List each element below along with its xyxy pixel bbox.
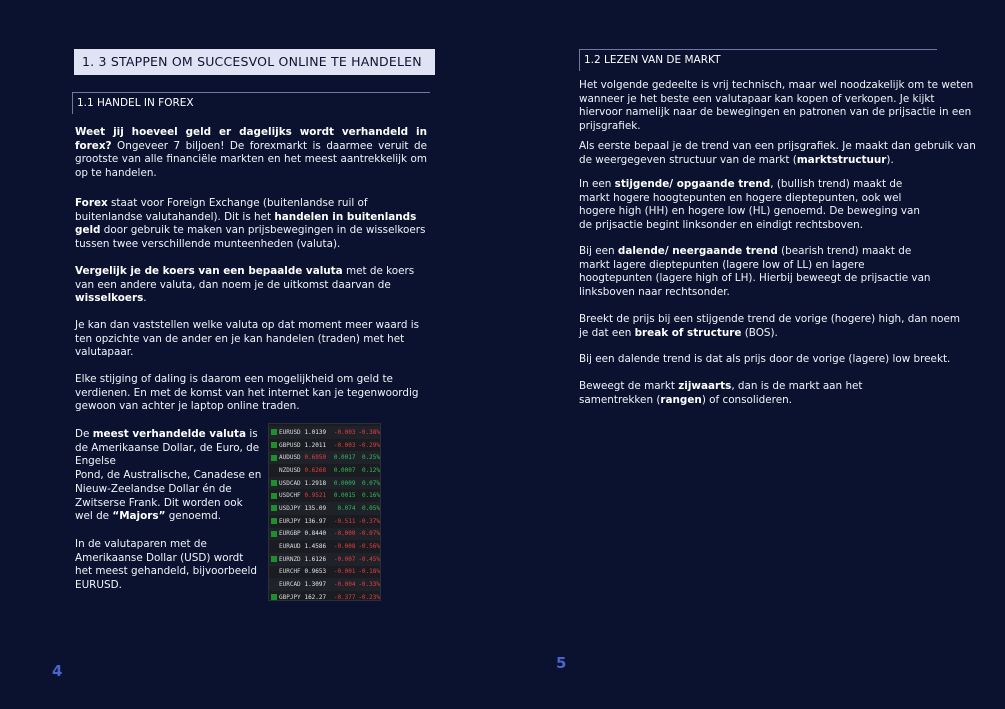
paragraph-technisch: Het volgende gedeelte is vrij technisch, maar wel noodzakelijk om te weten wanneer je het beste een valutapaar kan kopen of verkopen. Je kijkt hiervoor namelijk naar de bewegingen en patronen van de prijsactie in een prijsgrafiek. — [579, 79, 974, 133]
ticker-percent: -0.38% — [358, 428, 380, 436]
paragraph-meest-verhandeld — [75, 428, 263, 524]
ticker-row — [269, 451, 380, 464]
ticker-price: 0.9521 — [304, 492, 327, 500]
paragraph-zijwaarts-end: ) of consolideren. — [701, 393, 792, 406]
paragraph-bos-bold: break of structure — [634, 326, 742, 339]
ticker-change: -0.003 — [333, 441, 356, 449]
ticker-percent: -0.37% — [358, 517, 380, 525]
paragraph-intro-bold: Weet jij hoeveel geld er dagelijks wordt verhandeld in forex? — [75, 126, 427, 152]
paragraph-vergelijk-text: met de koers van een andere valuta, dan noem je de uitkomst daarvan de — [75, 265, 415, 291]
paragraph-valutaparen: In de valutaparen met de Amerikaanse Dollar (USD) wordt het meest gehandeld, bijvoorbeeld EURUSD. — [75, 538, 258, 592]
ticker-change: -0.003 — [333, 428, 356, 436]
ticker-change: -0.511 — [333, 517, 356, 525]
ticker-price: 162.27 — [304, 593, 327, 601]
ticker-price: 1.2011 — [304, 441, 327, 449]
paragraph-zijwaarts — [579, 380, 939, 407]
ticker-symbol: EURUSD — [279, 428, 301, 436]
paragraph-zijwaarts-bold: zijwaarts — [678, 380, 732, 392]
ticker-price: 0.9653 — [304, 568, 327, 576]
ticker-percent: -0.29% — [358, 441, 380, 449]
paragraph-zijwaarts-text: Beweegt de markt — [579, 380, 679, 392]
paragraph-dalend-text: Bij een — [579, 245, 618, 257]
paragraph-forex-bold-2: handelen in buitenlands geld — [75, 210, 417, 237]
ticker-price: 1.4586 — [304, 543, 327, 551]
paragraph-majors-bold-2: “Majors” — [112, 510, 166, 523]
ticker-row — [269, 591, 380, 604]
paragraph-dalend-bold: dalende/ neergaande trend — [617, 245, 778, 257]
paragraph-stijgend-bold: stijgende/ opgaande trend — [614, 178, 771, 190]
paragraph-stijging: Elke stijging of daling is daarom een mogelijkheid om geld te verdienen. En met de komst van het internet kan je tegenwoordig gewoon van achter je laptop online traden. — [75, 373, 419, 413]
ticker-change: -0.001 — [333, 568, 356, 576]
ticker-flag-icon — [271, 556, 277, 562]
ticker-symbol: NZDUSD — [279, 466, 301, 474]
paragraph-majors-text-3: Pond, de Australische, Canadese en Nieuw-Zeelandse Dollar én de Zwitserse Frank. Dit worden ook wel de — [75, 469, 262, 523]
ticker-change: -0.004 — [333, 581, 356, 589]
ticker-flag-icon — [271, 455, 277, 461]
ticker-percent: 0.16% — [361, 492, 380, 500]
paragraph-stijgend-text-2: , (bullish trend) maakt de markt hogere hoogtepunten en hogere dieptepunten, ook wel hogere high (HH) en hogere low (HL) genoemd. De beweging van de prijsactie begint linksonder en eindigt rechtsboven. — [579, 178, 920, 232]
ticker-symbol: GBPUSD — [279, 441, 301, 449]
paragraph-bos-text: Breekt de prijs bij een stijgende trend de vorige (hogere) high, dan noem je dat een — [579, 313, 961, 339]
ticker-row — [269, 540, 380, 553]
ticker-change: 0.0017 — [333, 454, 356, 462]
paragraph-stijgende-trend — [579, 178, 924, 233]
ticker-percent: 0.05% — [361, 504, 380, 512]
ticker-price: 135.09 — [304, 504, 327, 512]
ticker-percent: 0.07% — [361, 479, 380, 487]
ticker-flag-icon — [271, 531, 277, 537]
ticker-price: 1.2918 — [304, 479, 327, 487]
paragraph-vaststellen: Je kan dan vaststellen welke valuta op dat moment meer waard is ten opzichte van de ander en je kan handelen (traden) met het valutapaar. — [75, 319, 420, 359]
ticker-symbol: AUDUSD — [279, 454, 301, 462]
paragraph-break-of-structure — [579, 313, 969, 340]
paragraph-intro — [75, 126, 427, 181]
ticker-price: 0.6950 — [304, 454, 327, 462]
ticker-price: 1.6126 — [304, 555, 327, 563]
paragraph-bos-end: (BOS). — [741, 326, 778, 339]
ticker-change: 0.0015 — [333, 492, 356, 500]
paragraph-intro-text: Ongeveer 7 biljoen! De forexmarkt is daarmee veruit de grootste van alle financiële markten en het meest aantrekkelijk om op te handelen. — [75, 139, 427, 180]
ticker-row — [269, 528, 380, 541]
ticker-symbol: EURAUD — [279, 543, 301, 551]
ticker-percent: -0.18% — [358, 568, 380, 576]
ticker-flag-icon — [271, 569, 277, 575]
ticker-flag-icon — [271, 544, 277, 550]
ticker-percent: -0.07% — [358, 530, 380, 538]
ticker-row — [269, 464, 380, 477]
ticker-change: -0.377 — [333, 593, 356, 601]
ticker-symbol: EURJPY — [279, 517, 301, 525]
ticker-change: 0.074 — [337, 504, 356, 512]
page-number-left: 4 — [52, 662, 63, 680]
paragraph-forex — [75, 197, 435, 252]
ticker-change: -0.007 — [333, 555, 356, 563]
paragraph-trend-text: Als eerste bepaal je de trend van een prijsgrafiek. Je maakt dan gebruik van de weergegeven structuur van de markt ( — [579, 140, 976, 166]
paragraph-forex-text-2: door gebruik te maken van prijsbewegingen in de wisselkoers tussen twee verschillende munteenheden (valuta). — [75, 224, 426, 251]
paragraph-majors-end: genoemd. — [165, 510, 222, 523]
ticker-symbol: GBPJPY — [279, 593, 301, 601]
paragraph-dalende-breekt: Bij een dalende trend is dat als prijs door de vorige (lagere) low breekt. — [579, 353, 951, 365]
ticker-change: -0.000 — [333, 530, 356, 538]
ticker-flag-icon — [271, 442, 277, 448]
ticker-change: 0.0009 — [333, 479, 356, 487]
ticker-price: 1.3097 — [304, 581, 327, 589]
paragraph-majors-bold: meest verhandelde valuta — [92, 428, 247, 440]
ticker-symbol: EURCAD — [279, 581, 301, 589]
ticker-symbol: EURCHF — [279, 568, 301, 576]
paragraph-vergelijk-end: . — [143, 292, 147, 305]
paragraph-trend — [579, 140, 977, 167]
paragraph-vergelijk — [75, 265, 435, 306]
paragraph-forex-bold: Forex — [75, 197, 108, 209]
chapter-title: 1. 3 STAPPEN OM SUCCESVOL ONLINE TE HANDELEN — [74, 49, 435, 75]
paragraph-dalend-text-2: (bearish trend) maakt de markt lagere dieptepunten (lagere low of LL) en lagere hoogtepunten (lagere high of LH). Hierbij beweegt de prijsactie van linksboven naar rechtsonder. — [579, 245, 931, 299]
paragraph-zijwaarts-text-2: , dan is de markt aan het samentrekken ( — [579, 380, 863, 406]
ticker-row — [269, 502, 380, 515]
ticker-flag-icon — [271, 518, 277, 524]
ticker-symbol: USDCHF — [279, 492, 301, 500]
page-number-right: 5 — [556, 654, 567, 672]
ticker-row — [269, 489, 380, 502]
ticker-change: 0.0007 — [333, 466, 356, 474]
ticker-price: 1.0139 — [304, 428, 327, 436]
ticker-symbol: USDCAD — [279, 479, 301, 487]
left-page — [0, 0, 500, 709]
ticker-row — [269, 439, 380, 452]
ticker-flag-icon — [271, 493, 277, 499]
paragraph-forex-text: staat voor Foreign Exchange (buitenlandse ruil of buitenlandse valutahandel). Dit is het — [75, 197, 368, 223]
paragraph-zijwaarts-bold-2: rangen — [660, 393, 702, 406]
paragraph-vergelijk-bold: Vergelijk je de koers van een bepaalde valuta — [75, 265, 343, 277]
ticker-flag-icon — [271, 429, 277, 435]
ticker-symbol: EURGBP — [279, 530, 301, 538]
paragraph-trend-end: ). — [886, 153, 894, 166]
paragraph-vergelijk-bold-2: wisselkoers — [75, 292, 144, 305]
ticker-price: 0.6268 — [304, 466, 327, 474]
ticker-row — [269, 477, 380, 490]
ticker-flag-icon — [271, 594, 277, 600]
ticker-flag-icon — [271, 582, 277, 588]
ticker-symbol: USDJPY — [279, 504, 301, 512]
paragraph-trend-bold: marktstructuur — [796, 153, 887, 166]
ticker-price: 0.8440 — [304, 530, 327, 538]
ticker-row — [269, 566, 380, 579]
ticker-row — [269, 578, 380, 591]
ticker-row — [269, 426, 380, 439]
ticker-flag-icon — [271, 467, 277, 473]
ticker-flag-icon — [271, 505, 277, 511]
ticker-row — [269, 553, 380, 566]
section-title-handel-in-forex: 1.1 HANDEL IN FOREX — [72, 92, 430, 114]
paragraph-stijgend-text: In een — [579, 178, 615, 190]
ticker-percent: 0.25% — [361, 454, 380, 462]
ticker-percent: -0.23% — [358, 593, 380, 601]
currency-ticker-table — [268, 423, 381, 601]
ticker-change: -0.008 — [333, 543, 356, 551]
paragraph-dalende-trend — [579, 245, 939, 300]
ticker-percent: -0.45% — [358, 555, 380, 563]
ticker-percent: 0.12% — [361, 466, 380, 474]
ticker-row — [269, 515, 380, 528]
section-title-lezen-van-de-markt: 1.2 LEZEN VAN DE MARKT — [579, 49, 937, 71]
ticker-price: 136.97 — [304, 517, 327, 525]
right-page — [500, 0, 1005, 709]
ticker-percent: -0.56% — [358, 543, 380, 551]
paragraph-majors-text-2: is de Amerikaanse Dollar, de Euro, de Engelse — [75, 428, 260, 468]
paragraph-majors-text: De — [75, 428, 93, 440]
ticker-symbol: EURNZD — [279, 555, 301, 563]
ticker-percent: -0.33% — [358, 581, 380, 589]
ticker-flag-icon — [271, 480, 277, 486]
